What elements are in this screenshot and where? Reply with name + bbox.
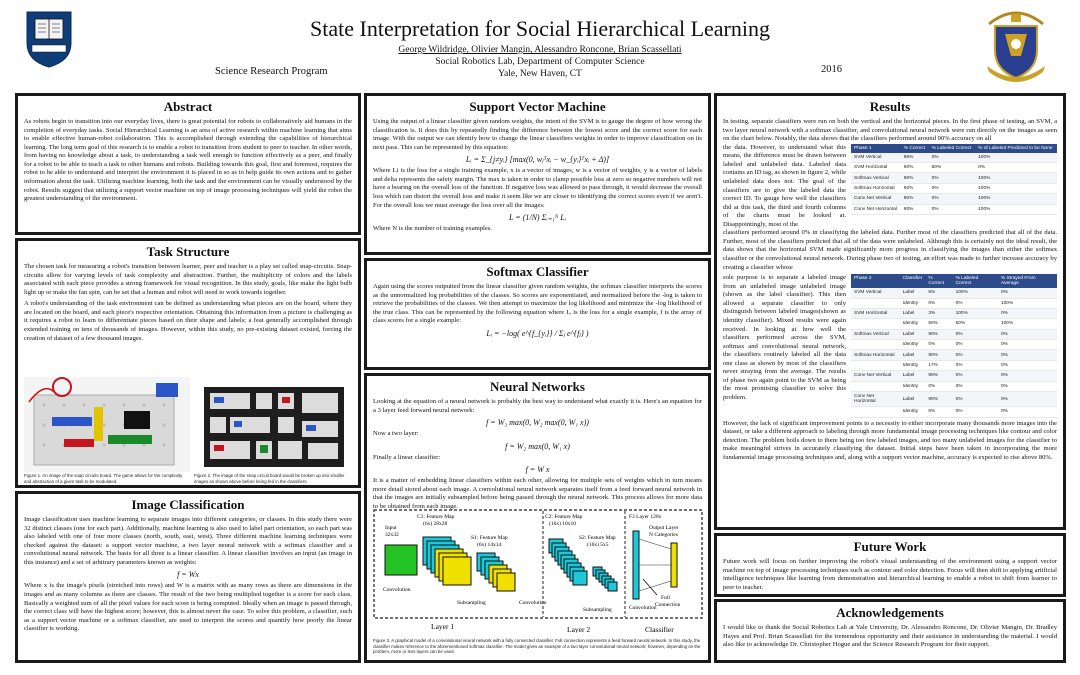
table1-row: [851, 204, 1057, 214]
table2-cell: 0%: [998, 391, 1057, 406]
table2-cell: [851, 407, 900, 417]
diagram-convolution-2: Convolution: [519, 600, 547, 606]
svm-paragraph-2: Where Li is the loss for a single training example, x is a vector of images, w is a vector of weights, y is a vector of labels and delta represents the safety margin. The max is taken in order to clamp possible loss at zero so negative numbers will not have a bearing on the overall loss of the function. If negative loss was allowed to pass through, it would decrease the overall loss which can distort the overall loss and make it seem like we are closer to identifying the correct scores even if we aren't. For the overall loss we must average the loss over all the images:: [373, 167, 702, 209]
table2-row: [851, 360, 1057, 370]
table2-row: [851, 308, 1057, 318]
table2-cell: 0%: [953, 371, 998, 381]
poster-year: 2016: [821, 64, 842, 75]
diagram-s2-label: S2: Feature Map: [579, 535, 616, 541]
poster-authors: [0, 45, 1080, 55]
table1-cell: 100%: [975, 183, 1057, 193]
neural-networks-heading: Neural Networks: [490, 379, 585, 394]
diagram-convolution-3: Convolution: [629, 605, 657, 611]
softmax-paragraph: Again using the scores outputted from the linear classifier given random weights, the softmax classifier interprets the scores as the unnormalized log probabilities of the classes. So scores are exponentiated, and normalized before the -log is taken to retrieve the probabilities of the classes. We then attempt to maximize the log likelihood and minimize the -log likelihood of the true class. This can be represented by the following equation where Lᵢ is the loss for a single example, f is the array of class scores for a single example:: [373, 283, 702, 325]
results-paragraph-2: classifiers performed around 0% in classifying the labeled data. Further most of the classifiers predicted that all of the data. Further, most of the classifiers predicted that all of the data were unlabeled. Although this is certainly not the ideal result, the data shows that the horizontal SVM made significantly more progress in classifying the images than either the softmax classifier or the convolutional neural network. During phase two of testing, an effort was made to further increase accuracy by creating a classifier whose: [723, 229, 1057, 271]
table2-header-cell: Classifier: [900, 274, 926, 288]
table1-header-cell: Phase 1: [851, 144, 901, 153]
table2-cell: Label: [900, 371, 926, 381]
table1-cell: 0%: [975, 163, 1057, 173]
neural-paragraph-1: Looking at the equation of a neural network is probably the best way to understand what exactly it is. Here's an equation for a 3 layer feed forward neural network:: [373, 398, 702, 414]
table2-cell: Identity: [900, 298, 926, 308]
acknowledgements-heading: Acknowledgements: [836, 605, 944, 620]
table2-cell: 0%: [998, 288, 1057, 298]
diagram-f3-label: F3 Layer 120x: [629, 514, 662, 520]
phase-1-table: [851, 144, 1057, 215]
table1-row: [851, 153, 1057, 163]
task-structure-panel: [15, 238, 361, 488]
acknowledgements-panel: [714, 599, 1066, 663]
table2-cell: 0%: [953, 407, 998, 417]
two-layer-label: Now a two layer:: [373, 430, 419, 438]
results-paragraph-1: the data. However, to understand what this means, the difference must be drawn between labeled and unlabeled data. Labeled data contains an ID tag, as shown in figure 2, while unlabeled data does not. The goal of the classifiers are to give the labeled data the correct ID. To gauge how well the classifiers did at this task, the third and fourth columns of the charts must be looked at. Disappointingly, most of the: [723, 143, 846, 228]
table2-row: [851, 391, 1057, 406]
table2-cell: 0%: [998, 329, 1057, 339]
poster-affiliation: Social Robotics Lab, Department of Computer Science: [435, 57, 645, 67]
table2-cell: Identity: [900, 407, 926, 417]
table1-cell: 86%: [901, 153, 929, 163]
table2-cell: Identity: [900, 381, 926, 391]
snap-circuit-pieces-image: [194, 377, 354, 472]
table2-cell: 90%: [925, 329, 952, 339]
results-paragraph-3: sole purpose is to separate a labeled image from an unlabeled image unlabeled image (shown as the label classifier). This then allowed a separate classifier to only distinguish between labeled images(shown as identity classifier). Mixed results were again received. In looking at how well the classifiers performed across the SVM, softmax and convolutional neural network, the classifiers routinely labeled all the data one class as shown by most of the classifiers never straying from the average. The results of phase two again point to the SVM as being the most promising classifier to solve this problem.: [723, 274, 846, 401]
table2-cell: [851, 298, 900, 308]
table2-cell: 0%: [953, 340, 998, 350]
diagram-s1-label: S1: Feature Map: [471, 535, 508, 541]
table2-cell: SVM Vertical: [851, 288, 900, 298]
table1-row: [851, 163, 1057, 173]
table2-cell: 0%: [953, 298, 998, 308]
table2-cell: Conv Net Vertical: [851, 371, 900, 381]
table1-cell: 90%: [901, 194, 929, 204]
svm-paragraph-3: Where N is the number of training examples.: [373, 225, 493, 233]
figure-3-caption: Figure 3. A graphical model of a convolutional neural network with a fully connected classifier. Full connection represents a feed forward neural network. In this study, the classifier makes reference to the aforementioned softmax classifier. The model gives an example of a two layer convolutional neural network; however, depending on the problem, more or less layers can be used.: [373, 638, 701, 654]
image-classification-panel: [15, 491, 361, 663]
softmax-loss-equation: Lᵢ = −log( e^{f_{yᵢ}} / Σⱼ e^{fⱼ} ): [486, 328, 589, 338]
image-classification-paragraph-1: Image classification uses machine learning to separate images into different categories, or classes. In this study there were 32 distinct classes (one for each part). Additionally, machine learning is also used to label part orientation, so each part was also labeled with one of four more classes (north, south, east, west). Three different machine learning techniques were checked against the dataset: a support vector machine, a two layer neural network with a softmax classifier and a convolutional neural network. The basis for all three is a linear classifier. A linear classifier involves an input (an image in this instance) and a set of arbitrary parameters known as weights:: [24, 516, 352, 566]
table2-cell: 90%: [925, 350, 952, 360]
acknowledgements-body: I would like to thank the Social Robotics Lab at Yale University, Dr. Alessandro Roncone, Dr. Olivier Mangin, Dr. Bradley Hayes and Prof. Brian Scassellati for the tremendous opportunity and their assistance in understanding the material. I would also like to acknowledge Dr. Christopher Hogue and the Science Research Program for their support.: [723, 624, 1057, 649]
svm-panel: [364, 93, 711, 255]
figure-1-caption: Figure 1. An image of the snap circuits board. The game allows for the complexity and abstraction of a given task to be modulated.: [24, 473, 183, 484]
table2-row: [851, 340, 1057, 350]
table1-cell: SVM Horizontal: [851, 163, 901, 173]
linear-label: Finally a linear classifier:: [373, 453, 441, 461]
task-structure-heading: Task Structure: [146, 244, 230, 259]
table2-cell: 90%: [925, 391, 952, 406]
table1-cell: 100%: [975, 204, 1057, 214]
table2-cell: 0%: [998, 371, 1057, 381]
table1-header-cell: % of Labeled Predicted to be None: [975, 144, 1057, 153]
table2-cell: 0%: [998, 308, 1057, 318]
table2-cell: 0%: [953, 329, 998, 339]
table2-row: [851, 298, 1057, 308]
diagram-connection-label: Connection: [655, 602, 681, 608]
table2-cell: 0%: [925, 340, 952, 350]
table1-cell: 100%: [975, 173, 1057, 183]
diagram-output-label: Output Layer: [649, 525, 679, 531]
neural-networks-panel: [364, 373, 711, 663]
diagram-s1-size: (6x) 14x14: [477, 542, 502, 548]
table1-cell: SVM Vertical: [851, 153, 901, 163]
diagram-c1-size: (6x) 28x28: [423, 521, 448, 527]
table2-cell: Label: [900, 329, 926, 339]
table2-cell: Softmax Vertical: [851, 329, 900, 339]
table1-cell: 90%: [901, 204, 929, 214]
table1-cell: Softmax Vertical: [851, 173, 901, 183]
future-work-body: Future work will focus on further improving the robot's visual understanding of the environment using a support vector machine on top of image processing techniques such as contour and color detection. Focus will then shift to applying artificial intelligence techniques like learning from demonstration and hierarchical learning to enable a robot to shift from learner to peer to teacher.: [723, 558, 1057, 591]
table2-row: [851, 319, 1057, 329]
table2-cell: 0%: [998, 407, 1057, 417]
diagram-c2-size: (16x) 10x10: [549, 521, 577, 527]
table2-cell: 0%: [953, 350, 998, 360]
table2-cell: Identity: [900, 319, 926, 329]
svm-paragraph-1: Using the output of a linear classifier given random weights, the intent of the SVM is to gauge the degree of how wrong the classification is. It does this by repeatedly finding the difference between the lowest score and the correct score for each image. With the output we can identify how to change the linear classifiers weights in order to improve classification on its next pass. This can be represented by this equation:: [373, 118, 702, 151]
table1-cell: 0%: [929, 173, 976, 183]
table1-row: [851, 194, 1057, 204]
table2-cell: 0%: [953, 391, 998, 406]
table2-cell: 0%: [998, 381, 1057, 391]
diagram-layer-2: Layer 2: [567, 625, 591, 633]
table2-cell: 0%: [953, 381, 998, 391]
table1-header-cell: % Labeled Correct: [929, 144, 976, 153]
table2-header-cell: % Strayed From Average: [998, 274, 1057, 288]
svm-heading: Support Vector Machine: [469, 99, 606, 114]
neural-paragraph-2: It is a matter of embedding linear classifiers within each other, allowing for multiple sets of weights which in turn means more detail stored about each image. A convolutional neural network separates itself from a feed forward neural network in that the images are initially subsampled before being passed through the neural network. This process allows for more data to be obtained from each image.: [373, 477, 702, 510]
table2-cell: 50%: [925, 319, 952, 329]
table1-cell: 90%: [901, 183, 929, 193]
diagram-full-label: Full: [661, 595, 670, 601]
future-work-panel: [714, 533, 1066, 597]
results-paragraph-4: However, the lack of significant improvement points to a necessity to either incorporate many thousands more images into the dataset, or take a different approach to labeling through more fundamental image processing techniques like contour and color detection. The problem boils down to there being too few labeled images, and too many unlabeled images for the classifier to make meaningful strives in accurately classifying the dataset. Initial steps have been taken in incorporating the more fundamental image processing techniques and, along with a support vector machine, accuracy is expected to rise above 80%.: [723, 419, 1057, 461]
abstract-body: As robots begin to transition into our everyday lives, there is great potential for robots to collaboratively aid humans in the completion of everyday tasks. Social Hierarchical Learning is an area of active research within machine learning that aims to enable effective human-robot collaboration. This is accomplished through extending the capabilities of hierarchical learning. The long term goal of this research is to enable a robot to transition from student to peer to teacher. In other words, from having no knowledge about a task, to understanding a task well enough to function effectively as a peer, and finally for a robot to be able to teach a task to other humans and robots. Building towards this goal, first and foremost, requires the robot to be able to understand and interpret the environment it is placed in so as to help guide its own actions and to gather information about the task. Utilizing machine learning, both the task and the environment can be visually understood by the robot. Results suggest that utilizing a support vector machine on top of image processing techniques will yield the robot the greatest understanding of the environment.: [24, 118, 352, 203]
snap-circuit-board-image: [24, 377, 190, 472]
table2-cell: Label: [900, 308, 926, 318]
table2-cell: Softmax Horizontal: [851, 350, 900, 360]
table2-cell: 0%: [998, 340, 1057, 350]
table2-cell: [851, 319, 900, 329]
softmax-heading: Softmax Classifier: [486, 264, 589, 279]
table2-cell: 5%: [925, 288, 952, 298]
diagram-c1-label: C1: Feature Map: [417, 514, 455, 520]
table2-cell: Label: [900, 391, 926, 406]
phase-1-table-wrapper: [851, 144, 1057, 215]
table2-header-cell: Phase 2: [851, 274, 900, 288]
linear-equation: f = W x: [525, 465, 550, 475]
task-structure-paragraph-1: The chosen task for measuring a robot's transition between learner, peer and teacher is a play set called snap-circuits. Snap-circuits allow for varying levels of task complexity and abstraction. Further, the multiplicity of colors and the labels associated with each piece provides a strong framework for visual recognition. In this study, goals, like make the light bulb light up or make the fan spin, can be set that a human and robot will need to work towards together.: [24, 263, 352, 296]
table1-row: [851, 173, 1057, 183]
table1-cell: Softmax Horizontal: [851, 183, 901, 193]
table1-cell: Conv Net Vertical: [851, 194, 901, 204]
table2-cell: 0%: [925, 407, 952, 417]
table2-cell: 0%: [925, 298, 952, 308]
results-intro: In testing, separate classifiers were run on both the vertical and the horizontal pieces. In the first phase of testing, an SVM, a two layer neural network with a softmax classifier, and convolutional neural network were run directly on the images as seen on the chart below. Notably, the data shows that the classifiers performed around 90% accuracy on all: [723, 118, 1057, 143]
results-panel: [714, 93, 1066, 530]
poster-location: Yale, New Haven, CT: [498, 69, 582, 79]
phase-2-table-wrapper: [851, 274, 1057, 418]
table2-header-cell: % Correct: [925, 274, 952, 288]
table2-cell: 100%: [998, 298, 1057, 308]
authors-text: George Wildridge, Olivier Mangin, Alessandro Roncone, Brian Scassellati: [398, 45, 682, 55]
diagram-input-label: Input: [385, 525, 397, 531]
table2-cell: 3%: [925, 308, 952, 318]
table2-row: [851, 288, 1057, 298]
image-classification-paragraph-2: Where x is the image's pixels (stretched into rows) and W is a matrix with as many rows as there are dimensions in the images and as many columns as there are classes. The result of the two being multiplied together is a score for each class. Basically a weighted sum of all the pixel values for each score is being computed. Ideally when an image is passed through, the correct class will have the highest score; however, this is almost never the case. To solve this problem, a classifier, such as a support vector machine or a softmax classifier, are used to interpret the scores and quantify how poorly the linear classifier is working.: [24, 582, 352, 633]
table1-cell: 50%: [929, 163, 976, 173]
table1-cell: 0%: [929, 194, 976, 204]
future-work-heading: Future Work: [853, 539, 927, 554]
results-heading: Results: [869, 99, 911, 114]
table2-cell: 17%: [925, 360, 952, 370]
diagram-input-size: 32x32: [385, 532, 399, 538]
abstract-panel: [15, 93, 361, 235]
table2-cell: Label: [900, 350, 926, 360]
cnn-diagram: [373, 509, 703, 633]
table2-cell: [851, 360, 900, 370]
table2-cell: 90%: [925, 371, 952, 381]
poster-header: [0, 0, 1080, 88]
phase-2-table: [851, 274, 1057, 418]
table1-cell: 100%: [975, 153, 1057, 163]
table2-cell: 0%: [998, 360, 1057, 370]
table2-cell: 100%: [953, 308, 998, 318]
softmax-panel: [364, 258, 711, 370]
diagram-subsampling-2: Subsampling: [583, 607, 612, 613]
table1-cell: 90%: [901, 173, 929, 183]
diagram-c2-label: C2: Feature Map: [545, 514, 583, 520]
table2-row: [851, 381, 1057, 391]
table1-cell: 100%: [975, 194, 1057, 204]
linear-classifier-equation: f = Wx: [177, 570, 199, 580]
program-name: Science Research Program: [215, 66, 328, 77]
table1-cell: 0%: [929, 153, 976, 163]
table2-cell: 0%: [925, 381, 952, 391]
table2-cell: 0%: [998, 350, 1057, 360]
three-layer-equation: f = W₃ max(0, W₂ max(0, W₁ x)): [486, 418, 589, 428]
table1-row: [851, 183, 1057, 193]
table2-cell: Identity: [900, 340, 926, 350]
table1-cell: 90%: [901, 163, 929, 173]
table2-cell: [851, 340, 900, 350]
diagram-classifier: Classifier: [645, 625, 674, 633]
table2-cell: Conv Net Horizontal: [851, 391, 900, 406]
table2-cell: 50%: [953, 319, 998, 329]
table1-cell: 0%: [929, 204, 976, 214]
table2-cell: [851, 381, 900, 391]
svm-average-loss-equation: L = (1/N) Σᵢ₌₁ᴺ Lᵢ: [509, 213, 566, 223]
table2-cell: SVM Horizontal: [851, 308, 900, 318]
table2-row: [851, 407, 1057, 417]
diagram-s2-size: (16x) 5x5: [587, 542, 609, 548]
abstract-heading: Abstract: [163, 99, 213, 114]
table2-row: [851, 329, 1057, 339]
table2-cell: 0%: [953, 360, 998, 370]
table1-header-cell: % Correct: [901, 144, 929, 153]
table2-row: [851, 350, 1057, 360]
table2-cell: Identity: [900, 360, 926, 370]
table2-header-cell: % Labeled Correct: [953, 274, 998, 288]
diagram-output-size: N Categories: [649, 532, 678, 538]
table1-cell: Conv Net Horizontal: [851, 204, 901, 214]
task-structure-paragraph-2: A robot's understanding of the task environment can be defined as understanding what pieces are on the board, where they are located on the board, and each piece's respective orientation. Obtaining this information from a picture is challenging as it requires a robot to learn to differentiate pieces based on their shape and labels; a feat generally accomplished through extended training on tens of thousands of images. However, within this study, no pre-existing dataset existed, forcing the creation of dataset of a few thousand images.: [24, 300, 352, 342]
table2-cell: Label: [900, 288, 926, 298]
table2-cell: 100%: [998, 319, 1057, 329]
diagram-convolution-1: Convolution: [383, 587, 411, 593]
table2-cell: 100%: [953, 288, 998, 298]
diagram-subsampling-1: Subsampling: [457, 600, 486, 606]
svm-loss-equation: Lᵢ = Σ_{j≠yᵢ} [max(0, wⱼᵀxᵢ − w_{yᵢ}ᵀxᵢ + Δ)]: [465, 155, 610, 165]
table2-row: [851, 371, 1057, 381]
figure-2-caption: Figure 2. The image of the snap circuit board would be broken up into smaller images as shown above before being fed in the classifiers.: [194, 473, 345, 484]
poster-title: State Interpretation for Social Hierarchical Learning: [310, 16, 770, 41]
two-layer-equation: f = W₂ max(0, W₁ x): [505, 441, 570, 451]
diagram-layer-1: Layer 1: [431, 622, 455, 631]
table1-cell: 0%: [929, 183, 976, 193]
image-classification-heading: Image Classification: [131, 497, 245, 512]
